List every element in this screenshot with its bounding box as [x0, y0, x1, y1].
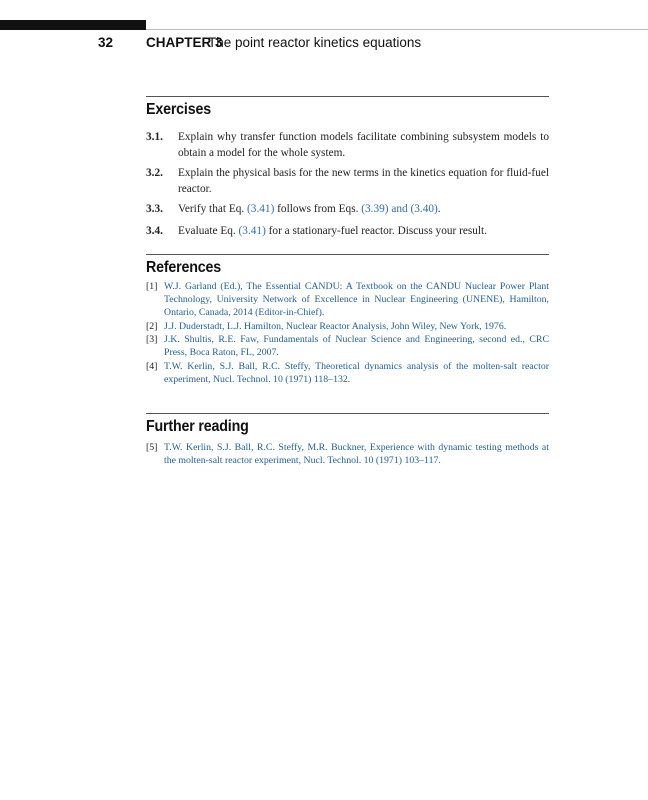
reference-item [146, 441, 549, 467]
header-rule [146, 29, 648, 30]
chapter-title: The point reactor kinetics equations [208, 35, 422, 50]
exercise-item [146, 129, 549, 161]
header-bar [0, 20, 146, 30]
reference-link[interactable]: W.J. Garland (Ed.), The Essential CANDU: A Textbook on the CANDU Nuclear Power Plant Technology, University Network of Excellence in Nuclear Engineering (UNENE), Hamilton, Ontario, Canada, 2014 (Editor-in-Chief). [164, 281, 549, 319]
exercise-text-part: for a stationary-fuel reactor. Discuss your result. [265, 225, 488, 237]
references-rule [146, 254, 549, 255]
exercise-item [146, 223, 549, 239]
exercise-text: Explain the physical basis for the new terms in the kinetics equation for fluid-fuel reactor. [178, 167, 549, 195]
exercise-number: 3.1. [146, 131, 163, 143]
exercise-text: Explain why transfer function models facilitate combining subsystem models to obtain a model for the whole system. [178, 131, 549, 159]
exercise-text-part: follows from Eqs. [274, 203, 362, 215]
exercise-item [146, 165, 549, 197]
exercises-rule [146, 96, 549, 97]
reference-number: [5] [146, 442, 158, 453]
reference-number: [1] [146, 281, 158, 292]
exercise-text [178, 201, 549, 217]
reference-item [146, 280, 549, 320]
exercise-number: 3.2. [146, 167, 163, 179]
further-reading-rule [146, 413, 549, 414]
reference-link[interactable]: T.W. Kerlin, S.J. Ball, R.C. Steffy, Theoretical dynamics analysis of the molten-salt reactor experiment, Nucl. Technol. 10 (1971) 118–132. [164, 361, 549, 386]
references-heading: References [146, 259, 222, 276]
equation-link[interactable]: (3.41) [247, 203, 275, 215]
reference-item [146, 333, 549, 359]
further-reading-heading: Further reading [146, 418, 249, 435]
page-number: 32 [98, 35, 114, 50]
reference-link[interactable]: J.J. Duderstadt, L.J. Hamilton, Nuclear Reactor Analysis, John Wiley, New York, 1976. [164, 321, 507, 332]
exercise-number: 3.4. [146, 225, 163, 237]
equation-link[interactable]: (3.41) [238, 225, 266, 237]
reference-number: [4] [146, 361, 158, 372]
exercise-text-part: Verify that Eq. [178, 203, 248, 215]
exercises-heading: Exercises [146, 101, 211, 118]
equation-link[interactable]: (3.39) and (3.40) [361, 203, 438, 215]
exercise-text-part: Evaluate Eq. [178, 225, 239, 237]
reference-item [146, 320, 549, 333]
reference-link[interactable]: T.W. Kerlin, S.J. Ball, R.C. Steffy, M.R. Buckner, Experience with dynamic testing methods at the molten-salt reactor experiment, Nucl. Technol. 10 (1971) 103–117. [164, 442, 549, 467]
exercise-text [178, 223, 549, 239]
exercise-text-part: . [437, 203, 441, 215]
chapter-label: CHAPTER 3 [146, 35, 223, 50]
exercise-item [146, 201, 549, 217]
exercise-number: 3.3. [146, 203, 163, 215]
running-head [0, 35, 648, 53]
reference-link[interactable]: J.K. Shultis, R.E. Faw, Fundamentals of Nuclear Science and Engineering, second ed., CRC Press, Boca Raton, FL, 2007. [164, 334, 549, 359]
reference-number: [2] [146, 321, 158, 332]
reference-item [146, 360, 549, 386]
reference-number: [3] [146, 334, 158, 345]
